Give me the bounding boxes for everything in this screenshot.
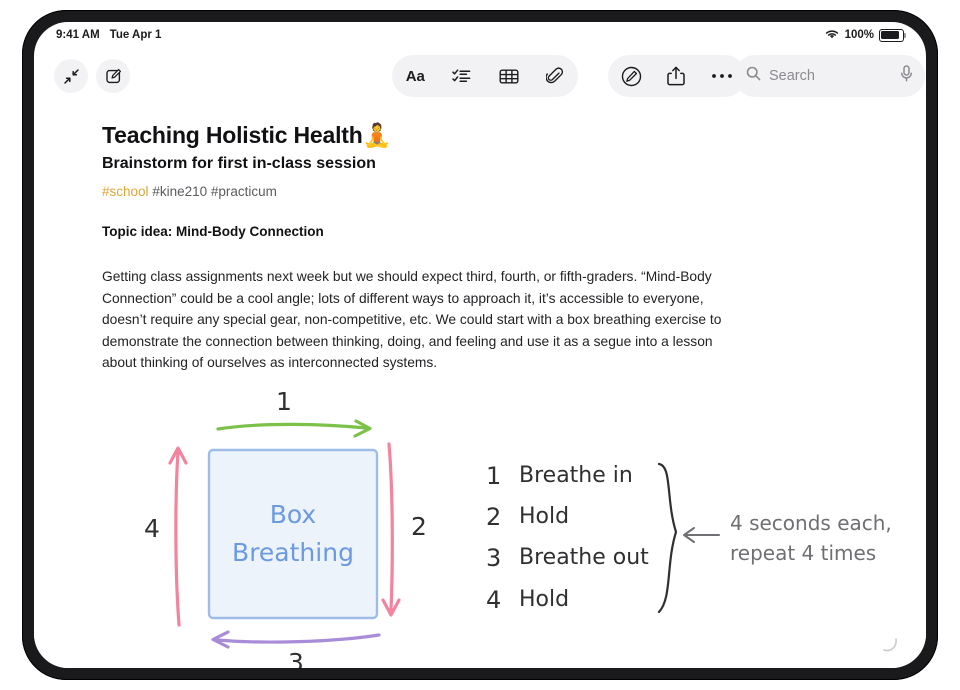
step-text-3: Breathe out — [519, 545, 649, 570]
topic-heading: Topic idea: Mind-Body Connection — [102, 224, 324, 239]
tag-practicum[interactable]: #practicum — [210, 184, 277, 199]
box-label-line2: Breathing — [232, 538, 354, 567]
step-number-2: 2 — [486, 503, 502, 531]
table-icon[interactable] — [499, 68, 519, 85]
tag-school[interactable]: #school — [102, 184, 149, 199]
share-square-arrow-up-icon[interactable] — [667, 66, 685, 86]
arrow-top — [218, 421, 370, 436]
status-bar-right — [824, 28, 904, 43]
search-bar[interactable] — [734, 55, 925, 97]
annotation-line-2: repeat 4 times — [730, 541, 877, 565]
status-date: Tue Apr 1 — [109, 29, 162, 41]
wifi-icon — [824, 28, 840, 43]
step-text-1: Breathe in — [519, 463, 633, 488]
markup-pen-circle-icon[interactable] — [621, 66, 642, 87]
note-body-paragraph: Getting class assignments next week but we should expect third, fourth, or fifth-graders. “Mind-Body Connection” could be a cool angle; lots of different ways to approach it, it’s accessible to everyone, doesn’t require any special gear, non-competitive, etc. We could start with a box breathing exercise to demonstrate the connection between thinking, doing, and feeling and use it as a segue into a lesson about thinking of ourselves as interconnected systems. — [102, 269, 722, 370]
tablet-device-frame — [22, 10, 938, 680]
step-text-4: Hold — [519, 587, 570, 612]
search-input[interactable]: Search — [769, 68, 815, 84]
box-label-line1: Box — [269, 500, 317, 529]
note-content-area[interactable] — [34, 104, 926, 672]
box-breathing-square — [209, 450, 377, 618]
handwritten-sketch — [94, 372, 914, 672]
annotation-line-1: 4 seconds each, — [730, 511, 892, 535]
tag-kine210[interactable]: #kine210 — [152, 184, 208, 199]
status-bar-left — [56, 29, 161, 41]
search-magnifier-icon — [746, 66, 761, 86]
compose-pencil-icon[interactable] — [96, 59, 130, 93]
status-time: 9:41 AM — [56, 29, 100, 41]
arrow-number-right: 2 — [411, 512, 427, 541]
annotation-left-arrow-icon — [684, 528, 719, 542]
tablet-screen — [34, 22, 926, 672]
checklist-icon[interactable] — [452, 68, 471, 85]
actions-toolbar-group — [608, 55, 746, 97]
format-toolbar-group — [392, 55, 578, 97]
step-number-1: 1 — [486, 462, 502, 490]
arrow-left — [170, 448, 186, 625]
text-format-button[interactable]: Aa — [405, 67, 425, 85]
paperclip-icon[interactable] — [546, 67, 564, 86]
battery-full-icon — [879, 29, 904, 42]
note-toolbar — [34, 48, 926, 104]
status-bar — [34, 22, 926, 48]
collapse-arrows-icon[interactable] — [54, 59, 88, 93]
note-subtitle: Brainstorm for first in-class session — [102, 155, 376, 172]
step-number-4: 4 — [486, 586, 502, 614]
arrow-number-bottom: 3 — [288, 648, 304, 672]
step-text-2: Hold — [519, 504, 570, 529]
arrow-right — [383, 444, 399, 615]
curly-brace — [659, 464, 676, 612]
battery-percent-label: 100% — [844, 29, 874, 41]
note-title: Teaching Holistic Health🧘 — [102, 122, 392, 148]
note-tags — [102, 184, 277, 199]
step-number-3: 3 — [486, 544, 502, 572]
microphone-icon[interactable] — [900, 65, 913, 87]
more-ellipsis-icon[interactable] — [711, 72, 733, 80]
arrow-bottom — [213, 632, 379, 647]
arrow-number-left: 4 — [144, 514, 160, 543]
page-curl-indicator — [882, 636, 900, 654]
arrow-number-top: 1 — [276, 387, 292, 416]
